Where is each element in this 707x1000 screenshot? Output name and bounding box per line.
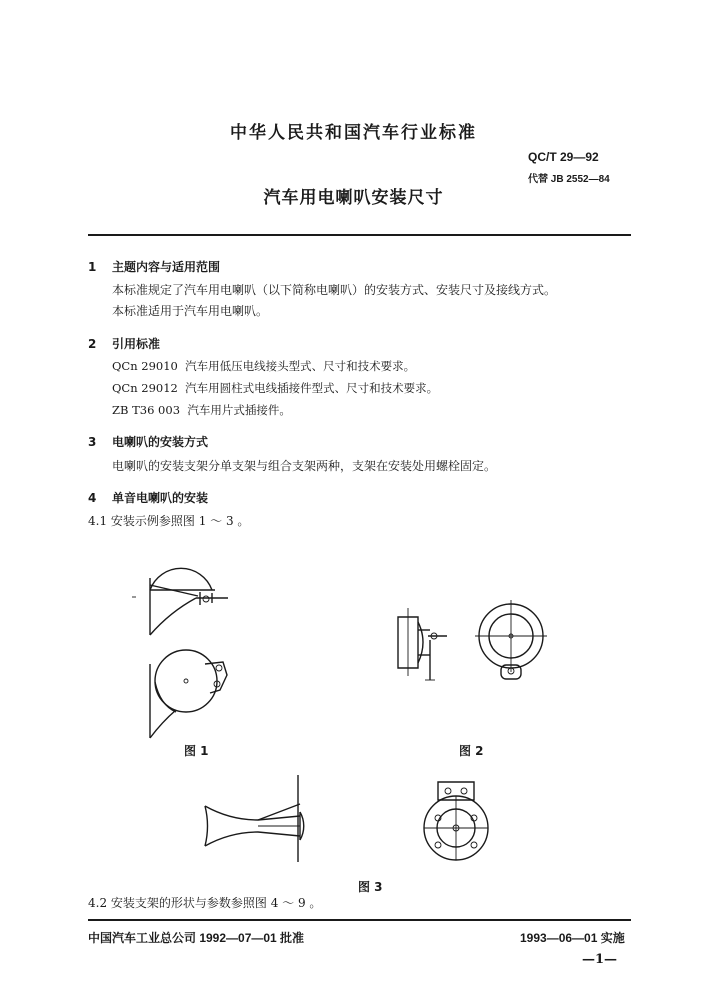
section-1-heading: 1 主题内容与适用范围 [88,260,221,274]
figure-1-horn-side-view [132,568,228,635]
figure-2-horn-front-view [475,600,547,679]
reference-item: ZB T36 003 汽车用片式插接件。 [112,403,291,417]
section-2-heading: 2 引用标准 [88,337,161,351]
section-1-para-2: 本标准适用于汽车用电喇叭。 [112,304,269,318]
figure-1-caption: 图 1 [184,744,209,758]
page-number: —1— [582,952,618,967]
figure-1-horn-front-view [150,650,227,738]
figure-2-caption: 图 2 [459,744,484,758]
document-title: 汽车用电喇叭安装尺寸 [263,188,444,208]
approval-date: 中国汽车工业总公司 1992—07—01 批准 [88,931,305,945]
figure-3-horn-front-view [424,782,488,860]
standard-number: QC/T 29—92 [528,150,599,164]
section-4-heading: 4 单音电喇叭的安装 [88,491,209,505]
org-title: 中华人民共和国汽车行业标准 [230,123,477,143]
figure-3-caption: 图 3 [358,880,383,894]
subsection-4-1: 4.1 安装示例参照图 1 ～ 3 。 [88,514,250,528]
footer-rule [88,919,631,921]
section-3-para-1: 电喇叭的安装支架分单支架与组合支架两种，支架在安装处用螺栓固定。 [112,459,497,473]
replaces-standard: 代替 JB 2552—84 [528,174,610,185]
figure-2-horn-side-view [398,608,447,680]
reference-item: QCn 29012 汽车用圆柱式电线插接件型式、尺寸和技术要求。 [112,381,439,395]
subsection-4-2: 4.2 安装支架的形状与参数参照图 4 ～ 9 。 [88,896,322,910]
implementation-date: 1993—06—01 实施 [520,931,625,945]
section-3-heading: 3 电喇叭的安装方式 [88,435,209,449]
reference-item: QCn 29010 汽车用低压电线接头型式、尺寸和技术要求。 [112,359,416,373]
section-1-para-1: 本标准规定了汽车用电喇叭（以下简称电喇叭）的安装方式、安装尺寸及接线方式。 [112,283,557,297]
figure-3-trumpet-horn [205,775,304,862]
